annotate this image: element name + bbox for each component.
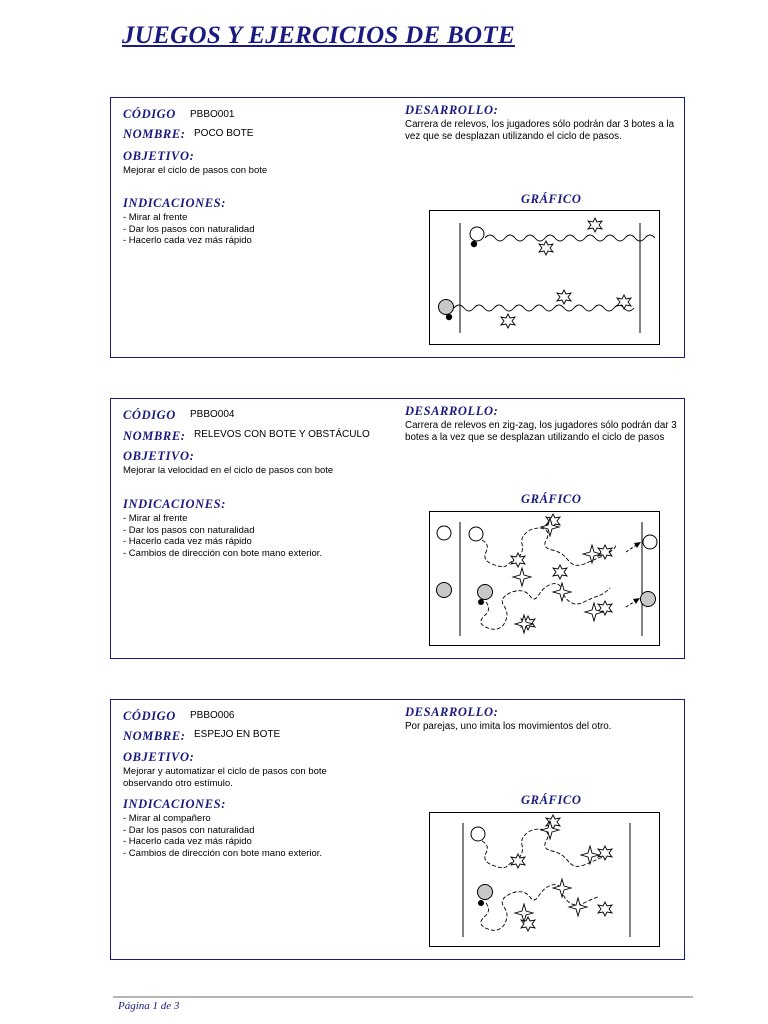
indicaciones-label: INDICACIONES: bbox=[123, 497, 226, 511]
exercise-card bbox=[110, 699, 685, 960]
obstacle-icon bbox=[569, 898, 587, 916]
obstacle-icon bbox=[553, 583, 571, 601]
page-title: JUEGOS Y EJERCICIOS DE BOTE bbox=[122, 22, 515, 49]
nombre-value: POCO BOTE bbox=[194, 128, 254, 139]
nombre-label: NOMBRE: bbox=[123, 429, 186, 443]
desarrollo-text: Por parejas, uno imita los movimientos del otro. bbox=[405, 721, 612, 732]
arrow-icon bbox=[626, 598, 640, 607]
cone-icon bbox=[617, 295, 631, 309]
player-icon bbox=[641, 592, 656, 607]
codigo-label: CÓDIGO bbox=[123, 107, 176, 121]
desarrollo-label: DESARROLLO: bbox=[405, 103, 499, 117]
exercise-diagram bbox=[429, 812, 660, 947]
obstacle-icon bbox=[553, 879, 571, 897]
indicacion-item: - Cambios de dirección con bote mano exterior. bbox=[123, 847, 323, 859]
cone-icon bbox=[539, 241, 553, 255]
indicacion-item: - Mirar al frente bbox=[123, 513, 188, 524]
nombre-label: NOMBRE: bbox=[123, 729, 186, 743]
player-icon bbox=[471, 827, 485, 841]
page-number: Página 1 de 3 bbox=[118, 1000, 180, 1012]
indicaciones-list bbox=[123, 212, 255, 247]
cone-icon bbox=[553, 565, 567, 579]
codigo-value: PBBO006 bbox=[190, 710, 235, 721]
player-icon bbox=[478, 885, 493, 900]
indicacion-item: - Cambios de dirección con bote mano exterior. bbox=[123, 547, 323, 559]
nombre-label: NOMBRE: bbox=[123, 127, 186, 141]
desarrollo-label: DESARROLLO: bbox=[405, 705, 499, 719]
objetivo-text: Mejorar la velocidad en el ciclo de pasos con bote bbox=[123, 465, 334, 476]
player-icon bbox=[469, 527, 483, 541]
obstacle-icon bbox=[581, 846, 599, 864]
indicacion-item: - Dar los pasos con naturalidad bbox=[123, 824, 255, 836]
indicacion-item: - Hacerlo cada vez más rápido bbox=[123, 836, 252, 847]
objetivo-label: OBJETIVO: bbox=[123, 449, 195, 463]
cone-icon bbox=[588, 218, 602, 232]
grafico-label: GRÁFICO bbox=[521, 793, 582, 807]
obstacle-icon bbox=[515, 615, 533, 633]
dribble-path bbox=[485, 235, 655, 241]
exercise-card bbox=[110, 97, 685, 358]
arrow-icon bbox=[626, 542, 641, 552]
codigo-value: PBBO001 bbox=[190, 109, 235, 120]
indicacion-item: - Dar los pasos con naturalidad bbox=[123, 223, 255, 235]
cone-icon bbox=[557, 290, 571, 304]
indicaciones-list bbox=[123, 813, 322, 859]
nombre-value: ESPEJO EN BOTE bbox=[194, 729, 281, 740]
player-icon bbox=[478, 585, 493, 600]
indicacion-item: - Mirar al compañero bbox=[123, 813, 211, 824]
codigo-label: CÓDIGO bbox=[123, 408, 176, 422]
desarrollo-text: Carrera de relevos, los jugadores sólo podrán dar 3 botes a la vez que se desplazan utilizando el ciclo de pasos. bbox=[405, 119, 675, 142]
dribble-path bbox=[481, 584, 610, 630]
indicacion-item: - Hacerlo cada vez más rápido bbox=[123, 536, 252, 547]
codigo-label: CÓDIGO bbox=[123, 709, 176, 723]
grafico-label: GRÁFICO bbox=[521, 492, 582, 506]
dribble-path bbox=[454, 305, 634, 311]
footer-divider bbox=[113, 996, 693, 998]
cone-icon bbox=[511, 854, 525, 868]
indicacion-item: - Mirar al frente bbox=[123, 212, 188, 223]
objetivo-text: Mejorar y automatizar el ciclo de pasos con bote observando otro estímulo. bbox=[123, 766, 327, 789]
exercise-diagram bbox=[429, 210, 660, 345]
desarrollo-text: Carrera de relevos en zig-zag, los jugadores sólo podrán dar 3 botes a la vez que se desplazan utilizando el ciclo de pasos bbox=[405, 420, 677, 443]
grafico-label: GRÁFICO bbox=[521, 192, 582, 206]
player-icon bbox=[470, 227, 484, 247]
desarrollo-label: DESARROLLO: bbox=[405, 404, 499, 418]
player-icon bbox=[439, 300, 454, 321]
indicaciones-label: INDICACIONES: bbox=[123, 196, 226, 210]
objetivo-label: OBJETIVO: bbox=[123, 750, 195, 764]
player-icon bbox=[643, 535, 657, 549]
obstacle-icon bbox=[515, 904, 533, 922]
indicaciones-list bbox=[123, 513, 322, 559]
cone-icon bbox=[598, 902, 612, 916]
objetivo-label: OBJETIVO: bbox=[123, 149, 195, 163]
indicacion-item: - Dar los pasos con naturalidad bbox=[123, 524, 255, 536]
cone-icon bbox=[501, 314, 515, 328]
player-icon bbox=[437, 526, 451, 540]
codigo-value: PBBO004 bbox=[190, 409, 235, 420]
indicacion-item: - Hacerlo cada vez más rápido bbox=[123, 235, 252, 246]
indicaciones-label: INDICACIONES: bbox=[123, 797, 226, 811]
exercise-diagram bbox=[429, 511, 660, 646]
objetivo-text: Mejorar el ciclo de pasos con bote bbox=[123, 165, 268, 176]
cone-icon bbox=[511, 553, 525, 567]
nombre-value: RELEVOS CON BOTE Y OBSTÁCULO bbox=[194, 429, 370, 440]
obstacle-icon bbox=[513, 568, 531, 586]
player-icon bbox=[437, 583, 452, 598]
exercise-card bbox=[110, 398, 685, 659]
